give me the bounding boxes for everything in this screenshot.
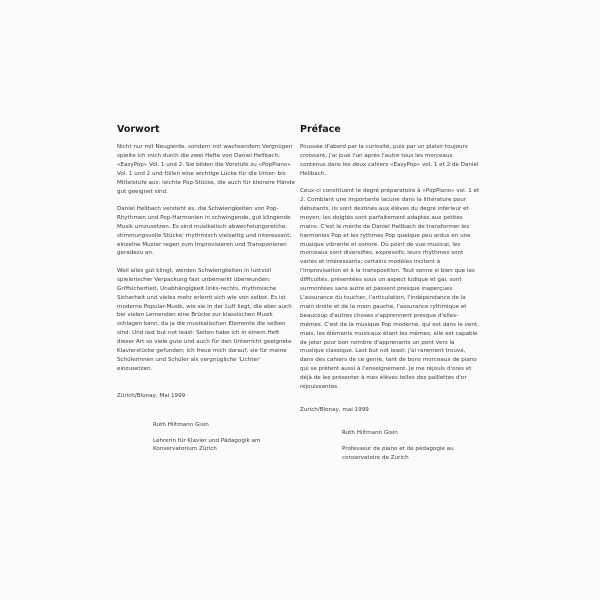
preface-german-column <box>117 124 297 461</box>
german-title: Vorwort <box>117 124 160 135</box>
german-paragraph-2: Daniel Hellbach versteht es, die Schwierigkeiten von Pop-Rhythmen und Pop-Harmonien in schwingende, gut klingende Musik umzusetzen. Es sind musikalisch abwechslungsreiche, stimmungsvolle Stücke; rhythmisch vielseitig und interessant; einzelne Muster regen zum Improvisieren und Transponieren geradezu an. <box>117 205 292 257</box>
french-paragraph-1: Poussée d'abord par la curiosité, puis par un plaisir toujours croissant, j'ai joué l'un après l'autre tous les morceaux contenus dans les deux cahiers «EasyPop» vol. 1 et 2 de Daniel Hellbach. <box>300 144 479 177</box>
german-paragraph-3: Weil alles gut klingt, werden Schwierigkeiten in lustvoll spielerischer Verpackung fast unbemerkt überwunden: Griffsicherheit, Unabhängigkeit links-rechts, rhythmische Sicherheit und vieles mehr erlernt sich wie von selbst. Es ist moderne Popular-Musik, wie sie in der Luft liegt, die aber auch bei vielen Lernenden eine Brücke zur klassischen Musik schlagen kann, da ja die musikalischen Elemente die selben sind. Und last but not least: Selten habe ich in einem Heft dieser Art so viele gute und auch für den Unterricht geeignete Klavierstücke gefunden; ich freue mich darauf, sie für meine Schülerinnen und Schüler als vergnügliche 'Lichter' einzusetzen. <box>117 267 292 372</box>
german-date-line: Zürich/Blonay, Mai 1999 <box>117 392 186 399</box>
preface-french-column <box>300 124 480 470</box>
german-signature-role: Lehrerin für Klavier und Pädagogik am Konservatorium Zürich <box>153 437 261 453</box>
french-title: Préface <box>300 124 341 135</box>
french-paragraph-2: Ceux-ci constituent le degré préparatoire à «PopPiano» vol. 1 et 2. Comblant une importante lacune dans la littérature pour débutants, ils sont destinés aux élèves du degré inférieur et moyen; les doigtés sont parfaitement adaptés aux petites mains. C'est le mérite de Daniel Hellbach de transformer les harmonies Pop et les rythmes Pop quelque peu ardus en une musique vibrante et sonore. Du point de vue musical, les morceaux sont diversifiés, expressifs; leurs rhythmes sont variés et intéressants; certains modèles incitent à l'improvisation et à la transposition. Tout sonne si bien que les difficultés, présentées sous un aspect ludique et gai, sont surmontées sans autre et passent presque inaperçues. L'assurance du toucher, l'articulation, l'indépendance de la main droite et de la main gauche, l'assurance rythmique et beaucoup d'autres choses s'apprennent presque d'elles-mêmes. C'est de la musique Pop moderne, qui est dans le vent, mais, les éléments musicaux étant les mêmes, elle est capable de jeter pour bon nombre d'apprenants un pont vers la musique classique. Last but not least: j'ai rarement trouvé, dans des cahiers de ce genre, tant de bons morceaux de piano qui se prêtent aussi à l'enseignement. Je me réjouis d'ores et déjà de les présenter à mes élèves telles des paillettes d'or réjouissantes. <box>300 188 480 391</box>
french-signature-name: Ruth Hiltmann Gisin <box>342 429 398 436</box>
french-signature-role: Professeur de piano et de pédagogie au conservatoire de Zurich <box>342 445 454 461</box>
german-signature-name: Ruth Hiltmann Gisin <box>153 421 209 428</box>
german-paragraph-1: Nicht nur mit Neugierde, sondern mit wachsendem Vergnügen spielte ich mich durch die zwei Hefte von Daniel Hellbach: «EasyPop» Vol. 1 und 2. Sie bilden die Vorstufe zu «PopPiano» Vol. 1 und 2 und füllen eine wichtige Lücke für die Unter- bis Mittelstufe aus: leichte Pop-Stücke, die auch für kleinere Hände gut geeignet sind. <box>117 144 295 195</box>
french-signature-block <box>342 429 480 463</box>
german-signature-block <box>153 421 297 455</box>
french-date-line: Zurich/Blonay, mai 1999 <box>300 406 369 413</box>
